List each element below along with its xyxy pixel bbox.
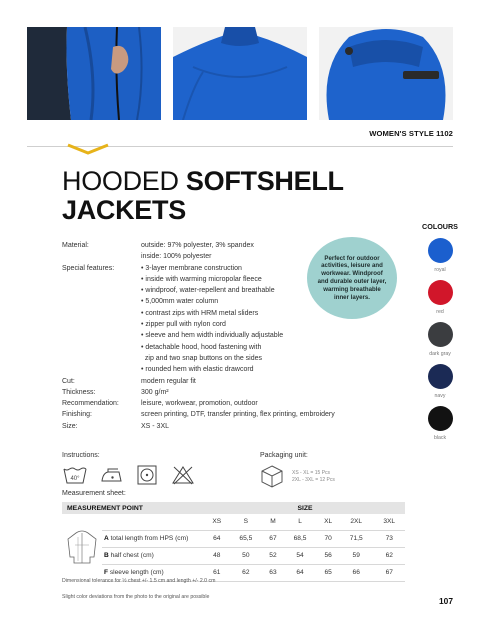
swatch-dot xyxy=(428,406,453,431)
swatch-red[interactable] xyxy=(417,280,463,322)
swatch-dark-gray[interactable] xyxy=(417,322,463,364)
spec-row xyxy=(62,409,335,420)
spec-row xyxy=(62,308,335,319)
table-cell: 61 xyxy=(205,564,229,581)
size-label: L xyxy=(283,514,317,530)
table-cell: 50 xyxy=(229,547,263,564)
table-cell: 67 xyxy=(263,530,283,547)
spec-row xyxy=(62,387,335,398)
wash-temp-label: 40° xyxy=(70,476,80,482)
spec-value: • rounded hem with elastic drawcord xyxy=(141,366,254,374)
tolerance-note: Dimensional tolerance for ½ chest +/- 1.5 cm and length +/- 2.0 cm xyxy=(62,578,216,584)
packaging-line: XS - XL = 15 Pcs xyxy=(292,470,331,476)
spec-value: modern regular fit xyxy=(141,377,196,385)
swatch-black[interactable] xyxy=(417,406,463,448)
wash-40-icon xyxy=(62,465,88,485)
title-bold-2: JACKETS xyxy=(62,195,186,225)
spec-row xyxy=(62,421,335,432)
title-bold-1: SOFTSHELL xyxy=(185,166,344,196)
measurement-letter: A xyxy=(104,535,109,542)
spec-value: inside: 100% polyester xyxy=(141,253,212,261)
spec-row xyxy=(62,364,335,375)
color-deviation-note: Slight color deviations from the photo to the original are possible xyxy=(62,594,210,600)
table-cell: 64 xyxy=(205,530,229,547)
spec-value: XS - 3XL xyxy=(141,422,170,430)
table-cell: 66 xyxy=(339,564,373,581)
table-cell: 63 xyxy=(263,564,283,581)
spec-value: • 5,000mm water column xyxy=(141,298,219,306)
spec-value: • detachable hood, hood fastening with xyxy=(141,343,262,351)
spec-row xyxy=(62,285,335,296)
spec-row xyxy=(62,342,335,353)
spec-row xyxy=(62,353,335,364)
swatch-label: black xyxy=(433,435,447,441)
swatch-label: red xyxy=(436,309,444,315)
table-cell: 48 xyxy=(205,547,229,564)
spec-list xyxy=(62,240,335,432)
spec-key: Recommendation: xyxy=(62,400,119,408)
swatch-label: navy xyxy=(434,393,446,399)
product-photo-back-shoulder xyxy=(173,27,307,120)
spec-row xyxy=(62,251,335,262)
measurement-desc: total length from HPS (cm) xyxy=(108,535,189,542)
spec-value: zip and two snap buttons on the sides xyxy=(141,354,263,362)
spec-row xyxy=(62,330,335,341)
spec-value: • 3-layer membrane construction xyxy=(141,264,242,272)
spec-key: Thickness: xyxy=(62,388,96,396)
spec-key xyxy=(62,353,141,364)
table-cell: 70 xyxy=(317,530,339,547)
spec-value: • contrast zips with HRM metal sliders xyxy=(141,309,259,317)
swatch-label: dark gray xyxy=(429,351,451,357)
size-row xyxy=(62,514,405,530)
size-label: M xyxy=(263,514,283,530)
spec-key: Cut: xyxy=(62,377,75,385)
size-label: XS xyxy=(205,514,229,530)
table-cell: 73 xyxy=(373,530,405,547)
measurement-table xyxy=(62,502,405,582)
packaging-label: Packaging unit: xyxy=(260,452,308,459)
colour-swatches xyxy=(417,238,463,448)
packaging-line: 2XL - 3XL = 12 Pcs xyxy=(292,476,335,483)
table-cell: 62 xyxy=(373,547,405,564)
spec-row xyxy=(62,274,335,285)
measurement-desc: sleeve length (cm) xyxy=(108,569,164,576)
spec-key xyxy=(62,308,141,319)
page-number: 107 xyxy=(439,596,453,606)
measurement-letter: F xyxy=(104,569,109,576)
colours-heading: COLOURS xyxy=(422,222,458,231)
spec-row xyxy=(62,263,335,274)
spec-row xyxy=(62,240,335,251)
spec-key xyxy=(62,251,141,262)
spec-value: • inside with warming micropolar fleece xyxy=(141,275,262,283)
swatch-label: royal xyxy=(434,267,446,273)
table-header-row xyxy=(62,502,405,514)
spec-key xyxy=(62,274,141,285)
spec-value: • windproof, water-repellent and breathable xyxy=(141,287,275,295)
table-cell: 62 xyxy=(229,564,263,581)
feature-bubble-text: Perfect for outdoor activities, leisure and workwear. Windproof and durable outer layer, warming breathable inner layers. xyxy=(317,254,387,301)
title-light: HOODED xyxy=(62,166,186,196)
spec-key xyxy=(62,319,141,330)
swatch-dot xyxy=(428,322,453,347)
table-cell: 64 xyxy=(283,564,317,581)
spec-key: Special features: xyxy=(62,264,115,272)
header-measurement-point: MEASUREMENT POINT xyxy=(62,502,205,514)
swatch-dot xyxy=(428,364,453,389)
packaging-box-icon xyxy=(260,464,284,488)
spec-row xyxy=(62,398,335,409)
care-icons xyxy=(62,465,196,485)
spec-value: outside: 97% polyester, 3% spandex xyxy=(141,242,254,249)
instructions-label: Instructions: xyxy=(62,452,100,459)
swatch-royal[interactable] xyxy=(417,238,463,280)
spec-key: Finishing: xyxy=(62,411,92,419)
swatch-dot xyxy=(428,238,453,263)
packaging-units xyxy=(292,470,335,483)
size-label: 3XL xyxy=(373,514,405,530)
spec-value: • sleeve and hem width individually adjustable xyxy=(141,332,284,340)
measurement-letter: B xyxy=(104,552,109,559)
spec-row xyxy=(62,296,335,307)
spec-key xyxy=(62,342,141,353)
swatch-dot xyxy=(428,280,453,305)
chevron-accent-icon xyxy=(67,142,109,156)
table-row xyxy=(62,530,405,547)
size-label: S xyxy=(229,514,263,530)
jacket-diagram-icon xyxy=(64,527,100,567)
table-cell: 65,5 xyxy=(229,530,263,547)
measurement-name xyxy=(102,530,205,547)
style-code: WOMEN'S STYLE 1102 xyxy=(369,129,453,138)
no-bleach-icon xyxy=(170,465,196,485)
size-label: 2XL xyxy=(339,514,373,530)
table-cell: 65 xyxy=(317,564,339,581)
swatch-navy[interactable] xyxy=(417,364,463,406)
size-row-label-blank xyxy=(102,514,205,530)
product-photo-front-zip xyxy=(27,27,161,120)
spec-value: leisure, workwear, promotion, outdoor xyxy=(141,400,258,408)
spec-key: Material: xyxy=(62,242,89,249)
spec-row xyxy=(62,319,335,330)
spec-value: screen printing, DTF, transfer printing, flex printing, embroidery xyxy=(141,411,335,419)
table-cell: 59 xyxy=(339,547,373,564)
spec-key: Size: xyxy=(62,422,78,430)
measurement-sheet-label: Measurement sheet: xyxy=(62,490,126,497)
header-size: SIZE xyxy=(205,502,405,514)
spec-key xyxy=(62,364,141,375)
table-cell: 68,5 xyxy=(283,530,317,547)
table-row xyxy=(62,547,405,564)
table-cell: 67 xyxy=(373,564,405,581)
size-label: XL xyxy=(317,514,339,530)
spec-key xyxy=(62,285,141,296)
table-cell: 56 xyxy=(317,547,339,564)
product-photo-hood-detail xyxy=(319,27,453,120)
measurement-name xyxy=(102,547,205,564)
table-cell: 71,5 xyxy=(339,530,373,547)
spec-key xyxy=(62,330,141,341)
product-title xyxy=(62,167,344,225)
spec-value: • zipper pull with nylon cord xyxy=(141,321,226,329)
spec-value: 300 g/m² xyxy=(141,388,169,396)
tumble-dry-icon xyxy=(134,465,160,485)
table-cell: 54 xyxy=(283,547,317,564)
jacket-diagram-cell xyxy=(62,514,102,581)
measurement-desc: half chest (cm) xyxy=(108,552,154,559)
spec-key xyxy=(62,296,141,307)
spec-row xyxy=(62,376,335,387)
table-cell: 52 xyxy=(263,547,283,564)
iron-low-icon xyxy=(98,465,124,485)
